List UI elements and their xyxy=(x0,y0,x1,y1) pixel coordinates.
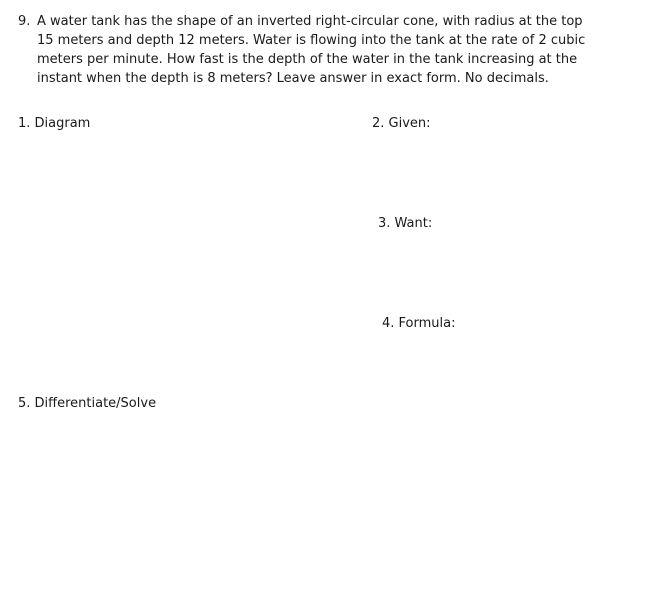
section-solve-label: 5. Differentiate/Solve xyxy=(18,396,157,411)
section-want-label: 3. Want: xyxy=(378,216,433,231)
problem-line-3: meters per minute. How fast is the depth of the water in the tank increasing at the xyxy=(37,52,578,67)
problem-line-2: 15 meters and depth 12 meters. Water is flowing into the tank at the rate of 2 cubic xyxy=(37,33,586,48)
problem-line-4: instant when the depth is 8 meters? Leave answer in exact form. No decimals. xyxy=(37,71,549,86)
section-formula-label: 4. Formula: xyxy=(382,316,456,331)
problem-text xyxy=(37,12,622,88)
problem-number: 9. xyxy=(18,14,31,29)
section-diagram-label: 1. Diagram xyxy=(18,116,91,131)
section-given-label: 2. Given: xyxy=(372,116,431,131)
problem-line-1: A water tank has the shape of an inverted right-circular cone, with radius at the top xyxy=(37,14,583,29)
